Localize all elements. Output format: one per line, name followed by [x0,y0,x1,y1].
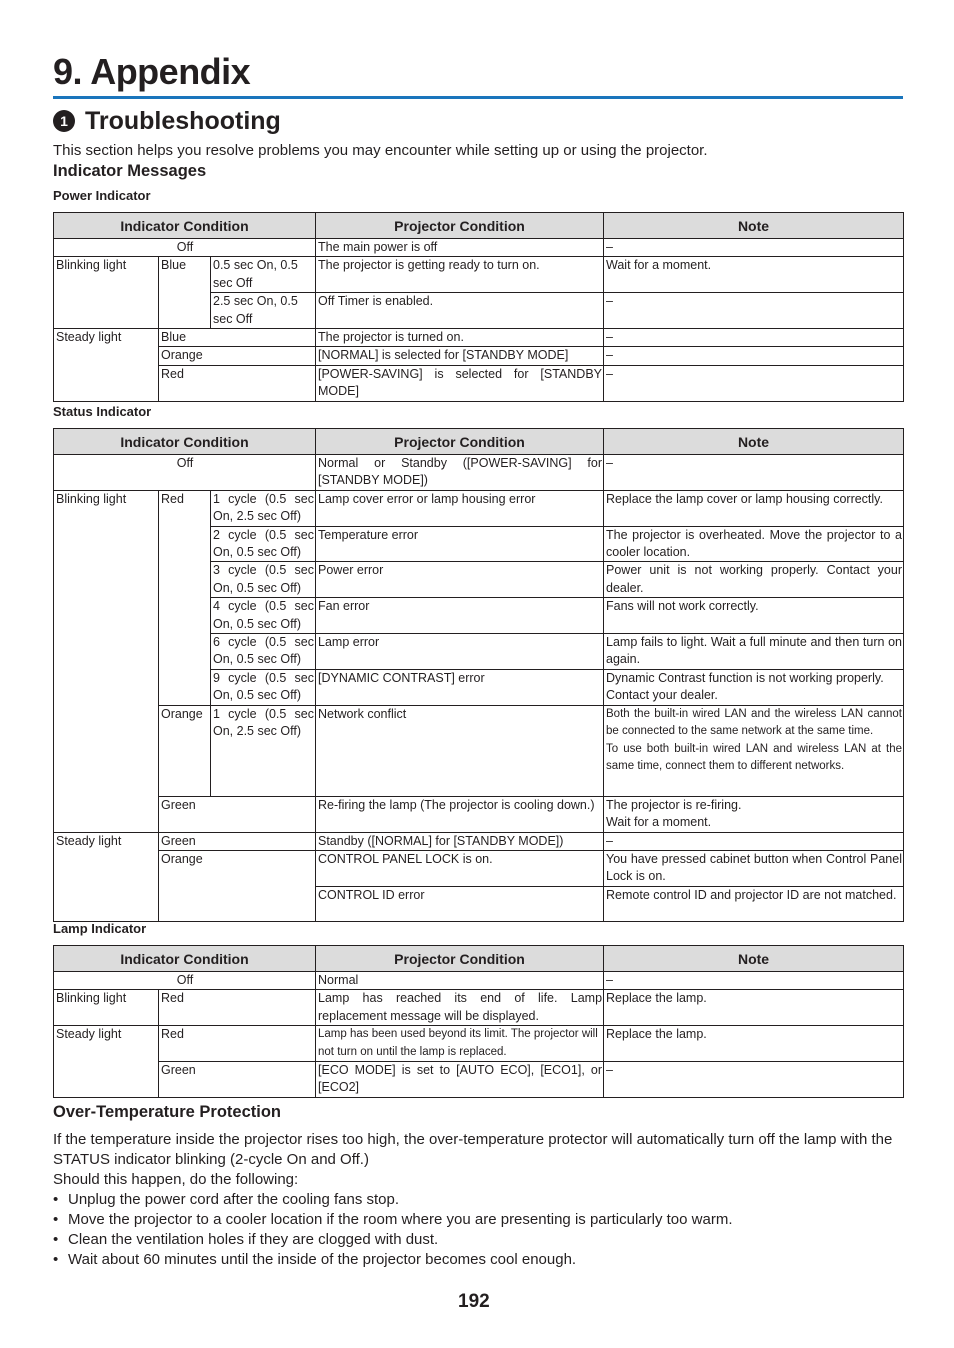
indicator-cell: Steady light [54,832,159,921]
header-indicator-condition: Indicator Condition [54,429,316,455]
table-row [54,347,904,365]
timing-cell: 4 cycle (0.5 sec On, 0.5 sec Off) [211,598,316,634]
note-cell [604,796,904,832]
indicator-cell: Off [54,972,316,990]
indicator-cell: Blinking light [54,990,159,1026]
projector-cell: [POWER-SAVING] is selected for [STANDBY MODE] [316,365,604,401]
over-temperature-heading: Over-Temperature Protection [53,1103,282,1121]
section-title: Troubleshooting [85,106,281,135]
table-row [54,257,904,293]
power-indicator-heading: Power Indicator [53,188,151,203]
indicator-cell: Off [54,239,316,257]
lamp-indicator-table [53,945,904,1098]
note-cell: – [604,365,904,401]
chapter-header [53,50,903,99]
color-cell: Orange [159,705,211,796]
color-cell: Red [159,990,316,1026]
note-cell: Wait for a moment. [604,257,904,293]
projector-cell: The main power is off [316,239,604,257]
timing-cell: 0.5 sec On, 0.5 sec Off [211,257,316,293]
color-cell: Orange [159,347,316,365]
projector-cell: Standby ([NORMAL] for [STANDBY MODE]) [316,832,604,850]
note-cell: Fans will not work correctly. [604,598,904,634]
chapter-title: 9. Appendix [53,51,251,92]
table-row [54,832,904,850]
note-cell: Replace the lamp. [604,990,904,1026]
table-row [54,990,904,1026]
timing-cell: 1 cycle (0.5 sec On, 2.5 sec Off) [211,705,316,796]
color-cell: Orange [159,850,316,921]
note-cell: – [604,293,904,329]
table-header-row [54,429,904,455]
lamp-indicator-heading: Lamp Indicator [53,921,147,936]
list-item: • Wait about 60 minutes until the inside of the projector becomes cool enough. [53,1250,905,1270]
indicator-cell: Blinking light [54,257,159,329]
table-row [54,972,904,990]
note-cell: Remote control ID and projector ID are not matched. [604,886,904,921]
note-cell: Replace the lamp. [604,1026,904,1062]
note-cell: – [604,972,904,990]
projector-cell: Normal or Standby ([POWER-SAVING] for [STANDBY MODE]) [316,455,604,491]
timing-cell: 2 cycle (0.5 sec On, 0.5 sec Off) [211,526,316,562]
header-indicator-condition: Indicator Condition [54,946,316,972]
table-row [54,1026,904,1062]
status-indicator-heading: Status Indicator [53,404,152,419]
table-header-row [54,213,904,239]
projector-cell: Off Timer is enabled. [316,293,604,329]
projector-cell: The projector is turned on. [316,329,604,347]
indicator-cell: Blinking light [54,490,159,832]
timing-cell: 3 cycle (0.5 sec On, 0.5 sec Off) [211,562,316,598]
projector-cell: [NORMAL] is selected for [STANDBY MODE] [316,347,604,365]
table-row [54,365,904,401]
projector-cell: Lamp has reached its end of life. Lamp replacement message will be displayed. [316,990,604,1026]
projector-cell: Lamp cover error or lamp housing error [316,490,604,526]
timing-cell: 2.5 sec On, 0.5 sec Off [211,293,316,329]
header-note: Note [604,213,904,239]
note-cell: – [604,455,904,491]
table-row [54,490,904,526]
color-cell: Green [159,832,316,850]
note-cell [604,705,904,796]
color-cell: Red [159,490,211,705]
note-cell: The projector is overheated. Move the projector to a cooler location. [604,526,904,562]
table-row [54,1062,904,1098]
projector-cell: Temperature error [316,526,604,562]
section-number-badge: 1 [53,110,75,132]
table-row [54,455,904,491]
table-row [54,705,904,796]
projector-cell: Lamp error [316,634,604,670]
table-row [54,329,904,347]
color-cell: Red [159,365,316,401]
note-cell: – [604,329,904,347]
projector-cell: [ECO MODE] is set to [AUTO ECO], [ECO1], or [ECO2] [316,1062,604,1098]
bullet-list [53,1190,905,1270]
timing-cell: 6 cycle (0.5 sec On, 0.5 sec Off) [211,634,316,670]
header-indicator-condition: Indicator Condition [54,213,316,239]
header-projector-condition: Projector Condition [316,946,604,972]
color-cell: Green [159,796,316,832]
projector-cell: Fan error [316,598,604,634]
note-cell: Dynamic Contrast function is not working properly. Contact your dealer. [604,669,904,705]
projector-cell: The projector is getting ready to turn on. [316,257,604,293]
projector-cell: CONTROL ID error [316,886,604,921]
paragraph: Should this happen, do the following: [53,1171,299,1188]
note-line: Both the built-in wired LAN and the wireless LAN cannot be connected to the same network at the same time. [606,707,902,738]
note-cell: Replace the lamp cover or lamp housing correctly. [604,490,904,526]
table-row [54,796,904,832]
note-cell: Power unit is not working properly. Contact your dealer. [604,562,904,598]
projector-cell: Power error [316,562,604,598]
note-line: Wait for a moment. [606,815,712,830]
projector-cell: CONTROL PANEL LOCK is on. [316,850,604,886]
table-row [54,850,904,886]
list-item: • Unplug the power cord after the cooling fans stop. [53,1190,905,1210]
projector-cell: [DYNAMIC CONTRAST] error [316,669,604,705]
table-row [54,239,904,257]
color-cell: Blue [159,329,316,347]
header-projector-condition: Projector Condition [316,429,604,455]
header-note: Note [604,429,904,455]
list-item: • Clean the ventilation holes if they are clogged with dust. [53,1230,905,1250]
header-projector-condition: Projector Condition [316,213,604,239]
list-item: • Move the projector to a cooler location if the room where you are presenting is particularly too warm. [53,1210,905,1230]
power-indicator-table [53,212,904,402]
header-note: Note [604,946,904,972]
note-line: The projector is re-firing. [606,797,742,812]
intro-text: This section helps you resolve problems you may encounter while setting up or using the projector. [53,142,708,159]
projector-cell: Normal [316,972,604,990]
over-temperature-body [53,1130,905,1270]
table-header-row [54,946,904,972]
color-cell: Green [159,1062,316,1098]
note-cell: Lamp fails to light. Wait a full minute and then turn on again. [604,634,904,670]
color-cell: Blue [159,257,211,329]
status-indicator-table [53,428,904,922]
indicator-cell: Steady light [54,1026,159,1098]
indicator-cell: Steady light [54,329,159,402]
projector-cell: Re-firing the lamp (The projector is cooling down.) [316,796,604,832]
indicator-messages-heading: Indicator Messages [53,162,207,180]
page-number: 192 [458,1291,490,1312]
note-cell: – [604,239,904,257]
paragraph: If the temperature inside the projector rises too high, the over-temperature protector will automatically turn off the lamp with the STATUS indicator blinking (2-cycle On and Off.) [53,1131,893,1168]
note-cell: You have pressed cabinet button when Control Panel Lock is on. [604,850,904,886]
indicator-cell: Off [54,455,316,491]
color-cell: Red [159,1026,316,1062]
note-cell: – [604,347,904,365]
projector-cell: Lamp has been used beyond its limit. The projector will not turn on until the lamp is replaced. [316,1026,604,1062]
note-cell: – [604,832,904,850]
projector-cell: Network conflict [316,705,604,796]
note-line: To use both built-in wired LAN and wireless LAN at the same time, connect them to different networks. [606,742,902,772]
note-cell: – [604,1062,904,1098]
timing-cell: 1 cycle (0.5 sec On, 2.5 sec Off) [211,490,316,526]
timing-cell: 9 cycle (0.5 sec On, 0.5 sec Off) [211,669,316,705]
section-heading [53,106,281,136]
